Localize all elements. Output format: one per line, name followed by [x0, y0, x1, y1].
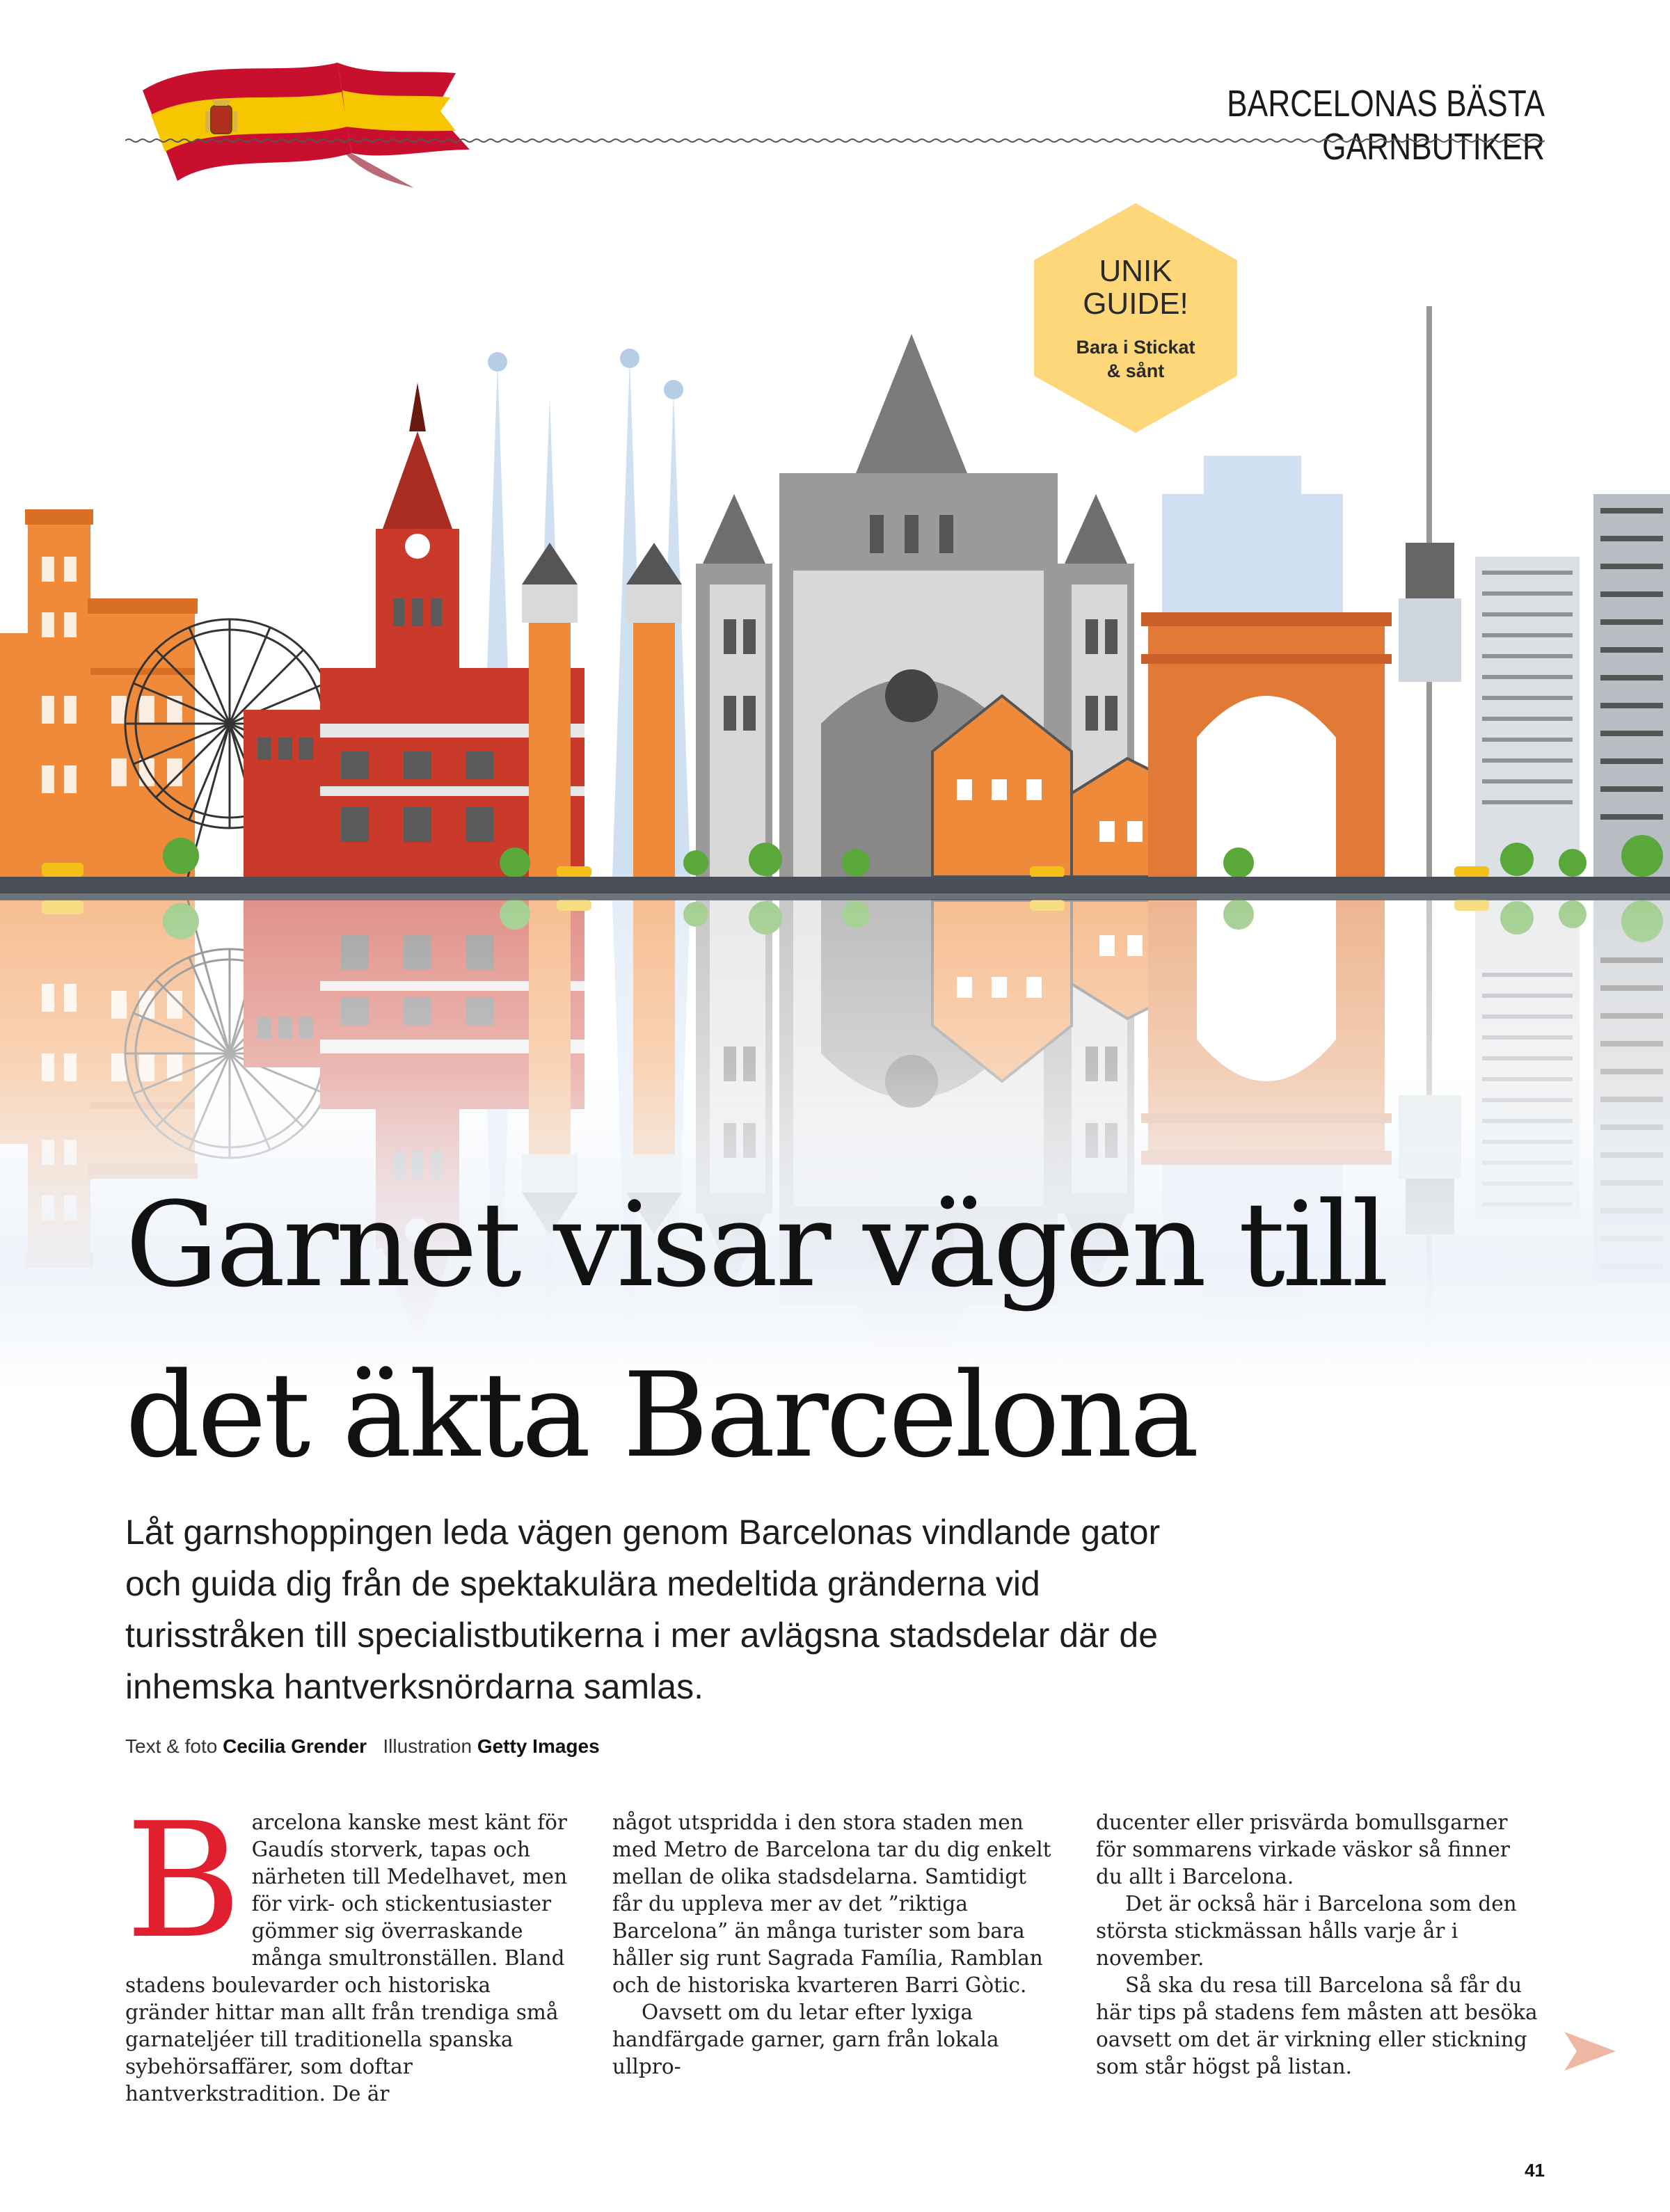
badge-line-4: & sånt	[1106, 360, 1165, 381]
body-paragraph: Så ska du resa till Barcelona så får du här tips på stadens fem måsten att besöka oavsett om det är virkning eller stickning som står högst på listan.	[1096, 1973, 1538, 2078]
body-paragraph: ducenter eller prisvärda bomullsgarner för sommarens virkade väskor så finner du allt i Barcelona.	[1096, 1811, 1510, 1888]
body-column-1	[125, 1788, 571, 2108]
body-paragraph: arcelona kanske mest känt för Gaudís storverk, tapas och närheten till Medelhavet, men för virk- och stickentusiaster gömmer sig överraskande många smultronställen. Bland stadens boulevarder och historiska gränder hittar man allt från trendiga små garnateljéer till traditionella spanska sybehörsaffärer, som doftar hantverkstradition. De är	[125, 1811, 568, 2106]
headline-line-2: det äkta Barcelona	[125, 1347, 1197, 1483]
drop-cap: B	[125, 1788, 242, 1973]
body-column-3	[1096, 1809, 1541, 2080]
badge-line-2: GUIDE!	[1083, 287, 1188, 321]
body-paragraph: Oavsett om du letar efter lyxiga handfärgade garner, garn från lokala ullpro-	[612, 2000, 999, 2078]
byline	[125, 1735, 600, 1758]
badge-line-3: Bara i Stickat	[1076, 337, 1195, 358]
body-paragraph: något utspridda i den stora staden men med Metro de Barcelona tar du dig enkelt mellan de olika stadsdelarna. Samtidigt får du uppleva mer av det ”riktiga Barcelona” än många turister som bara håller sig runt Sagrada Família, Ramblan och de historiska kvarteren Barri Gòtic.	[612, 1811, 1051, 1997]
headline-line-1: Garnet visar vägen till	[125, 1177, 1387, 1313]
body-column-2	[612, 1809, 1058, 2080]
byline-illustration-label: Illustration	[383, 1735, 472, 1757]
lead-paragraph: Låt garnshoppingen leda vägen genom Barcelonas vindlande gator och guida dig från de spektakulära medeltida gränderna vid turisstråken till specialistbutikerna i mer avlägsna stadsdelar där de inhemska hantverksnördarna samlas.	[125, 1513, 1161, 1706]
byline-illustrator: Getty Images	[477, 1735, 600, 1757]
section-title: BARCELONAS BÄSTA GARNBUTIKER	[1227, 83, 1545, 168]
next-page-arrow-icon	[1564, 2032, 1616, 2071]
header-divider	[125, 138, 1545, 143]
page-number: 41	[1525, 2160, 1545, 2181]
byline-author: Cecilia Grender	[223, 1735, 367, 1757]
badge-line-1: UNIK	[1099, 254, 1172, 288]
byline-text-label: Text & foto	[125, 1735, 218, 1757]
body-paragraph: Det är också här i Barcelona som den största stickmässan hålls varje år i november.	[1096, 1892, 1517, 1970]
